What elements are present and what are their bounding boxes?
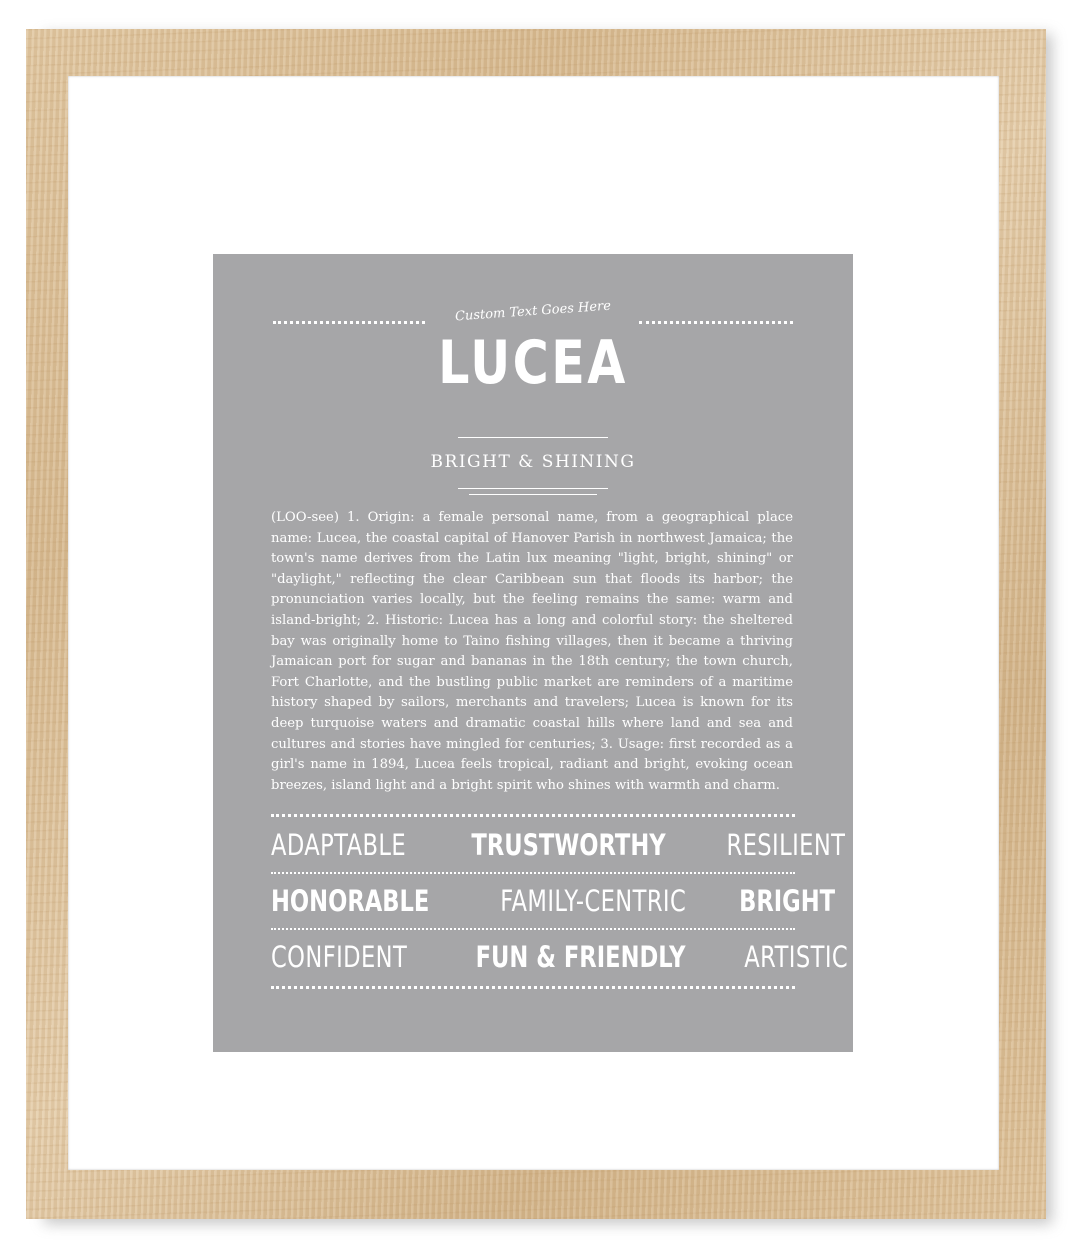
wood-frame <box>26 29 1046 1219</box>
rule-above-meaning <box>458 437 608 438</box>
name-meaning: BRIGHT & SHINING <box>430 452 636 472</box>
white-mat <box>68 76 999 1170</box>
bottom-dotted-rule <box>271 986 795 989</box>
traits-row-1 <box>271 828 846 862</box>
mid-dotted-rule <box>271 814 795 817</box>
trait: FUN & FRIENDLY <box>475 940 686 974</box>
traits-row-3 <box>271 940 848 974</box>
traits-dotted-rule-1 <box>271 872 795 874</box>
top-dotted-rule-right <box>639 321 793 324</box>
custom-text: Custom Text Goes Here <box>454 298 612 325</box>
name-definition: (LOO-see) 1. Origin: a female personal name, from a geographical place name: Lucea, the coastal capital of Hanover Parish in northwest Jamaica; the town's name derives from the Latin lux meaning "light, bright, shining" or "daylight," reflecting the clear Caribbean sun that floods its harbor; the pronunciation varies locally, but the feeling remains the same: warm and island-bright; 2. Historic: Lucea has a long and colorful story: the sheltered bay was originally home to Taino fishing villages, then it became a thriving Jamaican port for sugar and bananas in the 18th century; the town church, Fort Charlotte, and the bustling public market are reminders of a maritime history shaped by sailors, merchants and travelers; Lucea is known for its deep turquoise waters and dramatic coastal hills where land and sea and cultures and stories have mingled for centuries; 3. Usage: first recorded as a girl's name in 1894, Lucea feels tropical, radiant and bright, evoking ocean breezes, island light and a bright spirit who shines with warmth and charm. <box>271 510 793 793</box>
name-title: LUCEA <box>438 328 628 398</box>
trait: BRIGHT <box>739 884 836 918</box>
rule-below-meaning-2 <box>469 494 597 495</box>
trait: TRUSTWORTHY <box>471 828 666 862</box>
trait: CONFIDENT <box>271 940 408 974</box>
trait: ADAPTABLE <box>271 828 407 862</box>
trait: HONORABLE <box>271 884 430 918</box>
name-print <box>213 254 853 1052</box>
traits-row-2 <box>271 884 836 918</box>
trait: ARTISTIC <box>744 940 848 974</box>
rule-below-meaning-1 <box>458 488 608 489</box>
trait: RESILIENT <box>726 828 846 862</box>
top-dotted-rule-left <box>273 321 425 324</box>
trait: FAMILY-CENTRIC <box>500 884 687 918</box>
traits-dotted-rule-2 <box>271 928 795 930</box>
